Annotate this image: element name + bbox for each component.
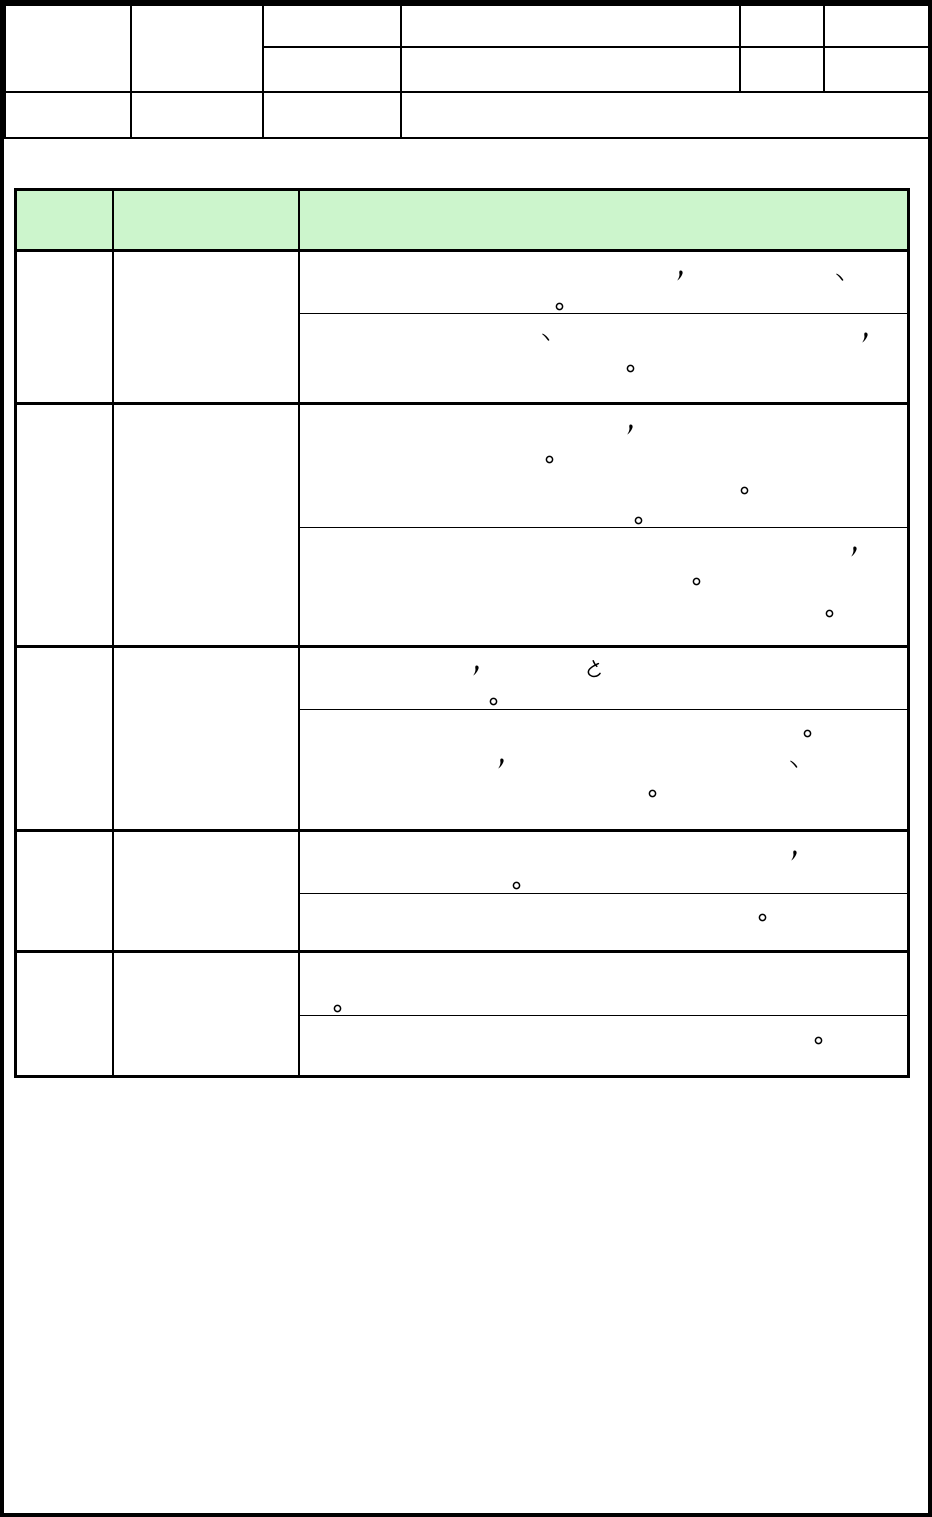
row4-sub-cell-2 [300,894,907,950]
header-cell-r2c4 [401,47,740,92]
header-cell-r1c2 [131,5,263,92]
header-cell-r1c6 [824,5,929,47]
row1-sub-cell-1 [300,252,907,314]
row5-col-a [17,953,114,1075]
header-cell-r2c3 [263,47,401,92]
main-header-cell-1 [17,191,114,249]
row1-sub-cell-2 [300,314,907,402]
row5-sub-cell-1 [300,953,907,1016]
header-cell-r2c5 [740,47,824,92]
header-cell-r2c6 [824,47,929,92]
header-cell-r1c3 [263,5,401,47]
row2-col-a [17,405,114,645]
row2-sub-cell-2 [300,528,907,645]
row4-col-b [114,832,300,950]
table-row-5 [17,953,907,1075]
table-row-1 [17,252,907,405]
row2-col-b [114,405,300,645]
row5-col-b [114,953,300,1075]
row5-sub-cell-2 [300,1016,907,1075]
table-row-3 [17,648,907,832]
table-row-4 [17,832,907,953]
row4-sub-cell-1 [300,832,907,894]
header-cell-r1c1 [5,5,131,92]
row4-col-a [17,832,114,950]
row3-col-b [114,648,300,829]
table-row-2 [17,405,907,648]
header-cell-r3c1 [5,92,131,138]
header-cell-r3c456 [401,92,929,138]
main-table-header-row [17,191,907,252]
row1-col-b [114,252,300,402]
row3-sub-cell-1 [300,648,907,710]
row3-sub-cell-2 [300,710,907,829]
header-cell-r1c4 [401,5,740,47]
header-cell-r3c3 [263,92,401,138]
header-form-table [4,4,930,139]
row2-sub-cell-1 [300,405,907,528]
row3-col-a [17,648,114,829]
main-table [14,188,910,1078]
header-cell-r1c5 [740,5,824,47]
main-header-cell-3 [300,191,907,249]
main-header-cell-2 [114,191,300,249]
row1-col-a [17,252,114,402]
header-cell-r3c2 [131,92,263,138]
